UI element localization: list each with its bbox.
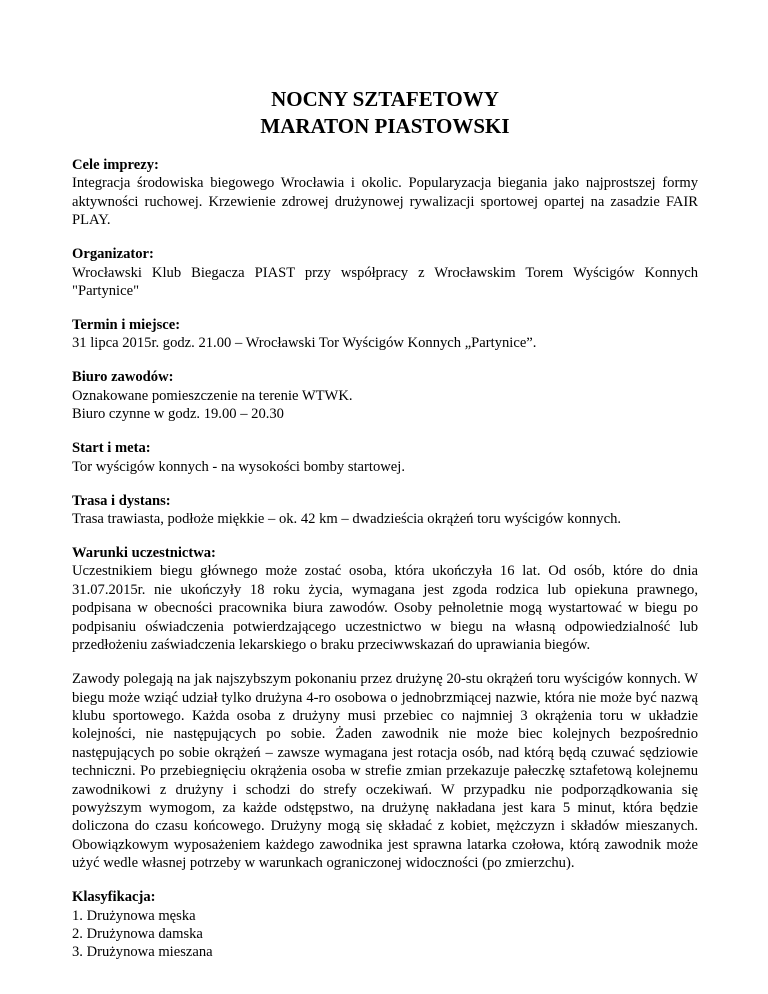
section-termin bbox=[72, 316, 698, 353]
section-text-biuro-line-2: Biuro czynne w godz. 19.00 – 20.30 bbox=[72, 406, 284, 423]
title-line-1: NOCNY SZTAFETOWY bbox=[271, 87, 499, 111]
section-start bbox=[72, 439, 698, 476]
section-heading-biuro: Biuro zawodów: bbox=[72, 369, 174, 386]
section-text-zawody: Zawody polegają na jak najszybszym pokonaniu przez drużynę 20-stu okrążeń toru wyścigów konnych. W biegu może wziąć udział tylko drużyna 4-ro osobowa o jednobrzmiącej nazwie, która nie może być nazwą klubu sportowego. Każda osoba z drużyny musi przebiec co najmniej 3 okrążenia toru w układzie kolejności, nie następujących po sobie. Żaden zawodnik nie może biec kolejnych bezpośrednio następujących po sobie okrążeń – zawsze wymagana jest rotacja osób, nad którą będą czuwać sędziowie techniczni. Po przebiegnięciu okrążenia osoba w strefie zmian przekazuje pałeczkę sztafetową kolejnemu zawodnikowi z drużyny i schodzi do strefy oczekiwań. W przypadku nie podporządkowania się powyższym wymogom, za każde odstępstwo, na drużynę nakładana jest kara 5 minut, która będzie doliczona do czasu końcowego. Drużyny mogą się składać z kobiet, mężczyzn i składów mieszanych. Obowiązkowym wyposażeniem każdego zawodnika jest sprawna latarka czołowa, którą zawodnik może użyć wedle własnej potrzeby w warunkach ograniczonej widoczności (po zmierzchu). bbox=[72, 671, 698, 872]
section-heading-klasyfikacja: Klasyfikacja: bbox=[72, 889, 156, 906]
document-page bbox=[72, 86, 698, 977]
section-biuro bbox=[72, 368, 698, 423]
section-cele bbox=[72, 156, 698, 230]
section-heading-trasa: Trasa i dystans: bbox=[72, 492, 171, 509]
section-text-cele: Integracja środowiska biegowego Wrocławia i okolic. Popularyzacja biegania jako najprostszej formy aktywności ruchowej. Krzewienie zdrowej drużynowej rywalizacji sportowej opartej na zasadzie FAIR PLAY. bbox=[72, 175, 698, 229]
title-line-2: MARATON PIASTOWSKI bbox=[260, 114, 510, 138]
section-heading-start: Start i meta: bbox=[72, 440, 151, 457]
section-heading-organizator: Organizator: bbox=[72, 246, 154, 263]
section-trasa bbox=[72, 492, 698, 529]
section-klasyfikacja bbox=[72, 888, 698, 962]
section-text-warunki: Uczestnikiem biegu głównego może zostać osoba, która ukończyła 16 lat. Od osób, które do dnia 31.07.2015r. nie ukończyły 18 roku życia, wymagana jest zgoda rodzica lub opiekuna prawnego, podpisana w obecności pracownika biura zawodów. Osoby pełnoletnie mogą wystartować w biegu po podpisaniu oświadczenia potwierdzającego uczestnictwo w biegu na własną odpowiedzialność lub przedłożeniu zaświadczenia lekarskiego o braku przeciwwskazań do uprawiania biegów. bbox=[72, 563, 698, 654]
section-text-organizator: Wrocławski Klub Biegacza PIAST przy współpracy z Wrocławskim Torem Wyścigów Konnych "Partynice" bbox=[72, 264, 698, 300]
list-item: 3. Drużynowa mieszana bbox=[72, 944, 213, 961]
section-text-trasa: Trasa trawiasta, podłoże miękkie – ok. 42 km – dwadzieścia okrążeń toru wyścigów konnych. bbox=[72, 511, 622, 528]
section-warunki bbox=[72, 544, 698, 654]
section-heading-warunki: Warunki uczestnictwa: bbox=[72, 545, 216, 562]
section-text-start: Tor wyścigów konnych - na wysokości bomby startowej. bbox=[72, 458, 405, 475]
section-text-termin: 31 lipca 2015r. godz. 21.00 – Wrocławski Tor Wyścigów Konnych „Partynice”. bbox=[72, 335, 537, 352]
document-title bbox=[72, 86, 698, 140]
section-organizator bbox=[72, 245, 698, 300]
section-heading-cele: Cele imprezy: bbox=[72, 157, 159, 173]
section-heading-termin: Termin i miejsce: bbox=[72, 317, 181, 334]
list-item: 1. Drużynowa męska bbox=[72, 907, 196, 924]
section-text-biuro-line-1: Oznakowane pomieszczenie na terenie WTWK. bbox=[72, 387, 353, 404]
list-item: 2. Drużynowa damska bbox=[72, 925, 203, 942]
